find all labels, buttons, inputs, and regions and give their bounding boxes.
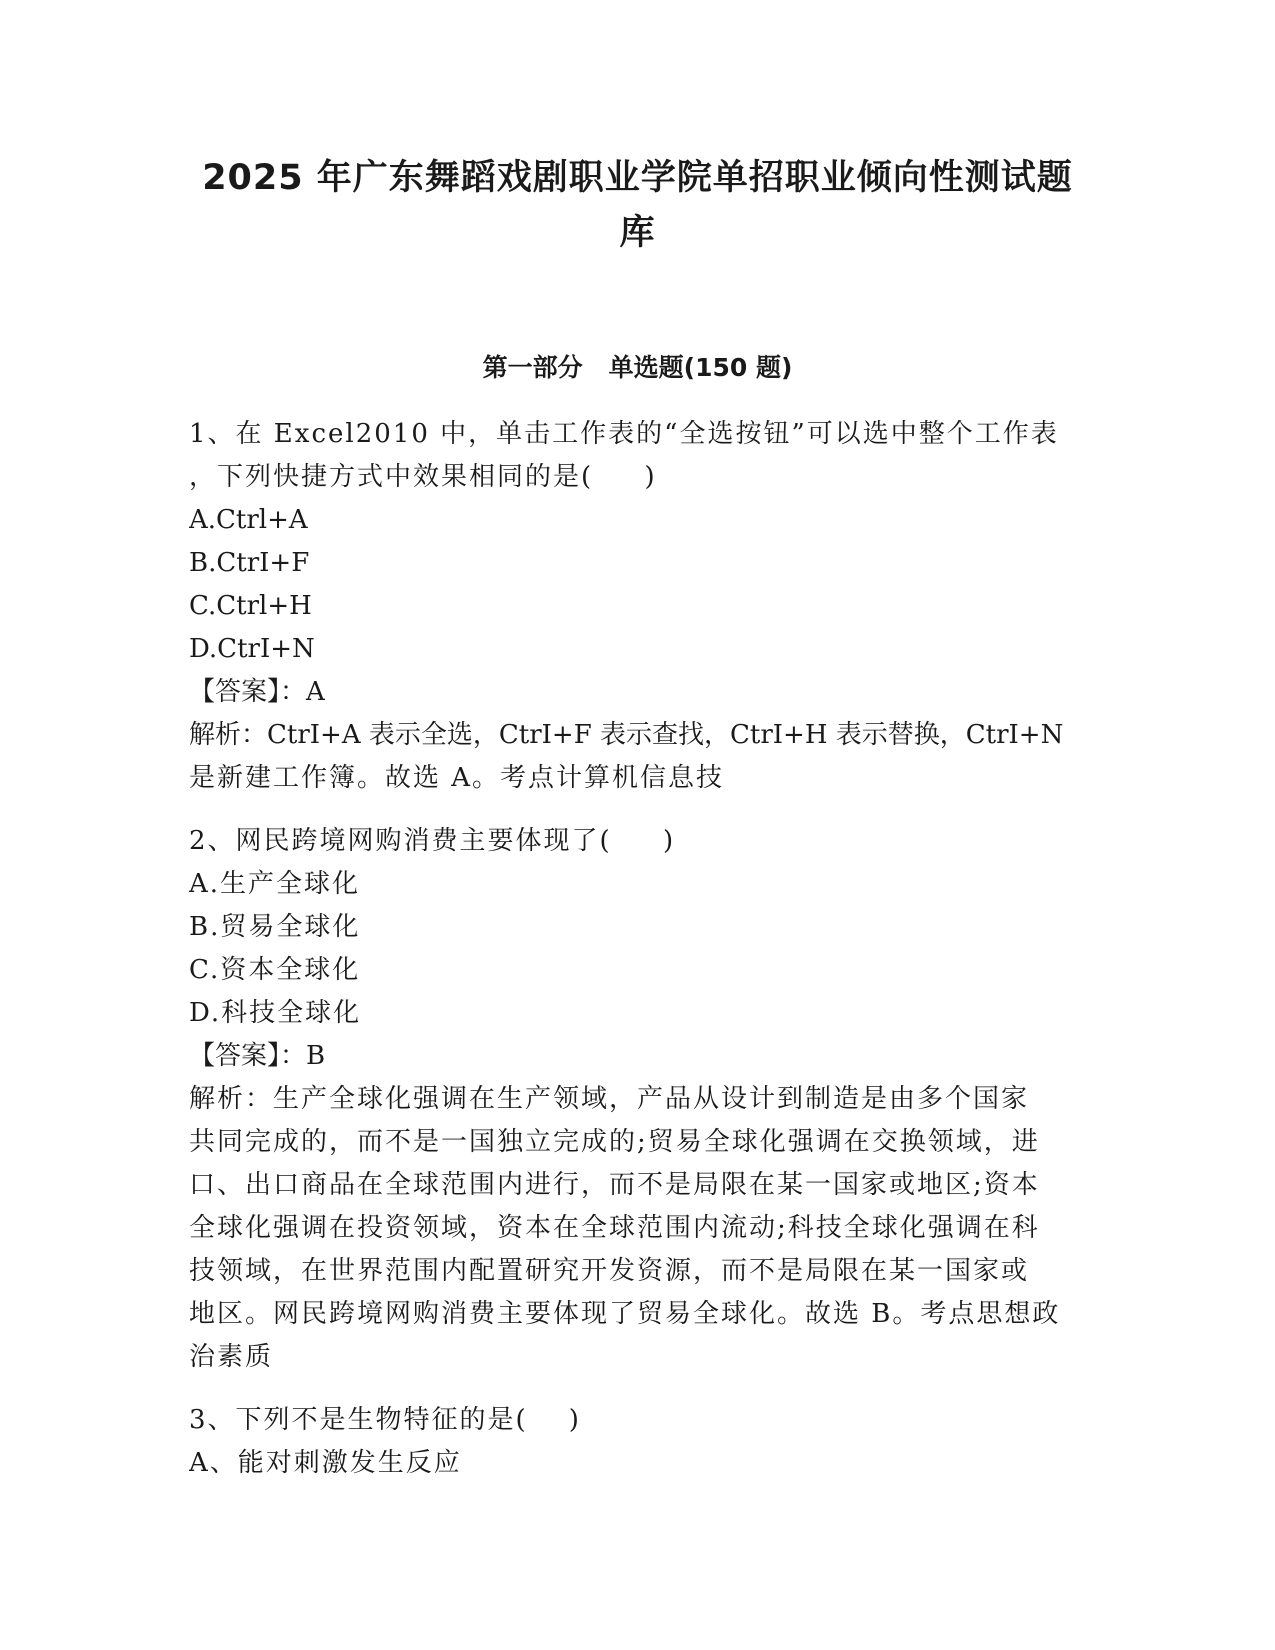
question-stem-line: 2、网民跨境网购消费主要体现了( )	[189, 826, 676, 856]
answer-line	[189, 1035, 1089, 1078]
analysis-line: 是新建工作簿。故选 A。考点计算机信息技	[189, 763, 725, 793]
option-a: A、能对刺激发生反应	[189, 1448, 462, 1478]
analysis-line: 共同完成的，而不是一国独立完成的;贸易全球化强调在交换领域，进	[189, 1127, 1040, 1157]
question-2	[189, 820, 1089, 1379]
question-stem-line: 3、下列不是生物特征的是( )	[189, 1405, 581, 1435]
answer-label: 【答案】：	[189, 1041, 307, 1071]
option-b: B.CtrI+F	[189, 548, 310, 578]
section-title: 第一部分 单选题(150 题)	[482, 353, 793, 382]
option-d: D.科技全球化	[189, 998, 362, 1028]
question-stem-line: 1、在 Excel2010 中，单击工作表的“全选按钮”可以选中整个工作表	[189, 419, 1059, 449]
answer-line	[189, 671, 1089, 714]
analysis-line: 治素质	[189, 1342, 274, 1372]
question-stem-line: ，下列快捷方式中效果相同的是( )	[189, 462, 657, 492]
option-a: A.生产全球化	[189, 869, 361, 899]
question-1	[189, 413, 1089, 800]
analysis-line: 解析：生产全球化强调在生产领域，产品从设计到制造是由多个国家	[189, 1084, 1030, 1114]
question-list	[189, 413, 1089, 1505]
option-a: A.Ctrl+A	[189, 505, 308, 535]
document-title-line-2: 库	[619, 213, 656, 253]
analysis-line: 解析：CtrI+A 表示全选，CtrI+F 表示查找，CtrI+H 表示替换，CtrI+N	[189, 720, 1064, 750]
answer-label: 【答案】：	[189, 677, 307, 707]
answer-value: A	[306, 677, 325, 707]
analysis-line: 地区。网民跨境网购消费主要体现了贸易全球化。故选 B。考点思想政	[189, 1299, 1061, 1329]
option-c: C.资本全球化	[189, 955, 361, 985]
analysis-line: 技领域，在世界范围内配置研究开发资源，而不是局限在某一国家或	[189, 1256, 1030, 1286]
option-c: C.Ctrl+H	[189, 591, 312, 621]
analysis-line: 口、出口商品在全球范围内进行，而不是局限在某一国家或地区;资本	[189, 1170, 1040, 1200]
answer-value: B	[306, 1041, 326, 1071]
analysis-line: 全球化强调在投资领域，资本在全球范围内流动;科技全球化强调在科	[189, 1213, 1040, 1243]
option-b: B.贸易全球化	[189, 912, 361, 942]
option-d: D.CtrI+N	[189, 634, 315, 664]
document-title-line-1: 2025 年广东舞蹈戏剧职业学院单招职业倾向性测试题	[202, 158, 1073, 198]
question-3	[189, 1399, 1089, 1485]
